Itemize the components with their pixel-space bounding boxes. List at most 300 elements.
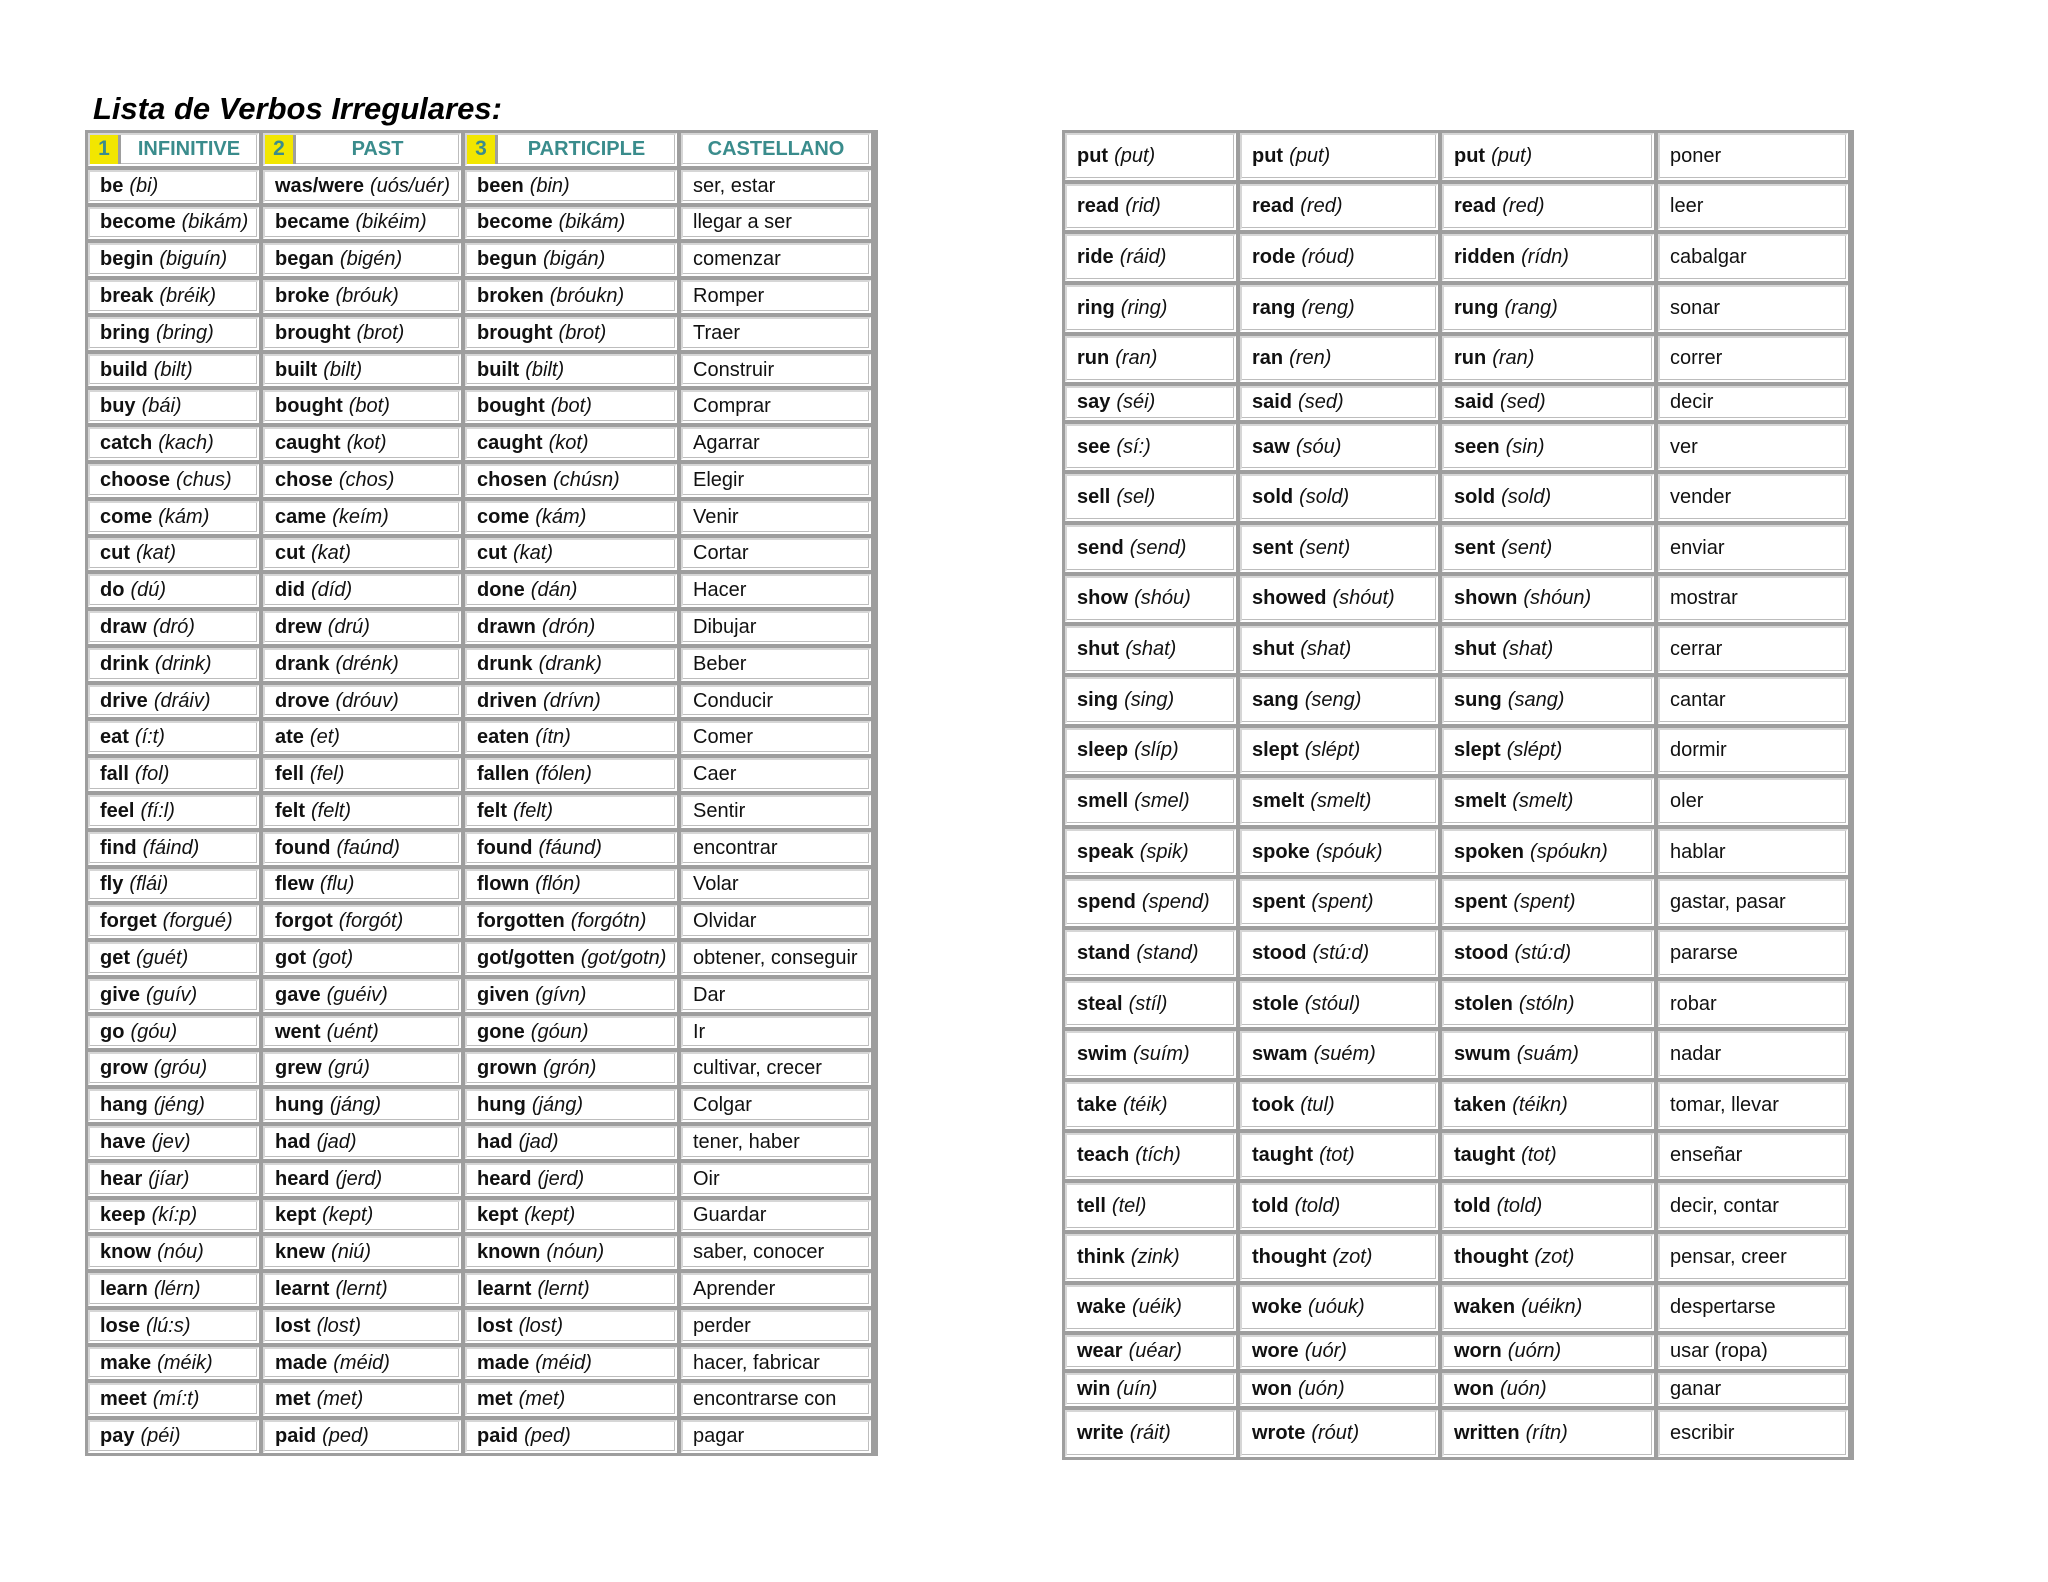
pronunciation: (reng) — [1301, 296, 1355, 319]
header-participle — [465, 133, 677, 166]
pronunciation: (góun) — [530, 1020, 589, 1043]
verb-word: come — [477, 505, 530, 528]
pronunciation: (ran) — [1115, 347, 1158, 370]
pronunciation: (got/gotn) — [580, 946, 667, 969]
verb-participle-cell — [465, 354, 677, 387]
pronunciation: (spóuk) — [1315, 840, 1383, 863]
verb-word: took — [1252, 1093, 1295, 1116]
header-castellano — [681, 133, 871, 166]
spanish-translation-cell: vender — [1658, 474, 1848, 521]
verb-infinitive-cell — [88, 1236, 259, 1269]
verb-word: smelt — [1454, 790, 1507, 813]
verb-word: slept — [1454, 739, 1501, 762]
verb-word: chose — [275, 468, 333, 491]
pronunciation: (faúnd) — [336, 836, 400, 859]
verb-participle-cell — [1442, 386, 1654, 420]
verb-past-cell — [263, 1347, 461, 1380]
spanish-translation-cell: dormir — [1658, 728, 1848, 775]
verb-word: feel — [100, 799, 135, 822]
verb-infinitive-cell — [88, 1383, 259, 1416]
verb-infinitive-cell — [88, 721, 259, 754]
verb-past-cell — [263, 1200, 461, 1233]
verb-infinitive-cell — [1065, 930, 1236, 977]
verb-past-cell — [263, 354, 461, 387]
pronunciation: (sang) — [1507, 688, 1565, 711]
pronunciation: (fólen) — [535, 763, 592, 786]
verb-word: fell — [275, 763, 304, 786]
pronunciation: (suám) — [1516, 1043, 1579, 1066]
verb-participle-cell — [1442, 133, 1654, 180]
spanish-translation-cell: enseñar — [1658, 1133, 1848, 1180]
verb-infinitive-cell — [88, 1347, 259, 1380]
verb-participle-cell — [1442, 1082, 1654, 1129]
verb-word: swim — [1077, 1043, 1128, 1066]
verb-word: fly — [100, 873, 124, 896]
verb-infinitive-cell — [88, 538, 259, 571]
verb-word: meet — [100, 1388, 147, 1411]
pronunciation: (kot) — [548, 432, 589, 455]
spanish-translation-cell: Beber — [681, 648, 871, 681]
verb-word: swum — [1454, 1043, 1511, 1066]
pronunciation: (zink) — [1130, 1245, 1180, 1268]
verb-word: speak — [1077, 840, 1134, 863]
verb-infinitive-cell — [1065, 234, 1236, 281]
spanish-translation-cell: Elegir — [681, 464, 871, 497]
verb-infinitive-cell — [88, 795, 259, 828]
verb-word: ran — [1252, 347, 1284, 370]
verb-word: smell — [1077, 790, 1129, 813]
pronunciation: (told) — [1496, 1195, 1543, 1218]
verb-word: build — [100, 358, 148, 381]
spanish-translation-cell: poner — [1658, 133, 1848, 180]
verb-past-cell — [263, 648, 461, 681]
pronunciation: (uéikn) — [1521, 1296, 1583, 1319]
pronunciation: (flái) — [129, 873, 169, 896]
verb-past-cell — [263, 942, 461, 975]
column-number-1: 1 — [90, 135, 121, 164]
verb-word: tell — [1077, 1195, 1106, 1218]
pronunciation: (suím) — [1133, 1043, 1190, 1066]
pronunciation: (met) — [518, 1388, 566, 1411]
verb-word: chosen — [477, 468, 548, 491]
pronunciation: (dróuv) — [335, 689, 399, 712]
verb-past-cell — [263, 611, 461, 644]
spanish-translation-cell: pararse — [1658, 930, 1848, 977]
right-verb-table-frame — [1062, 130, 1854, 1460]
verb-infinitive-cell — [88, 1273, 259, 1306]
verb-past-cell — [1240, 1082, 1438, 1129]
verb-word: fallen — [477, 763, 530, 786]
verb-word: waken — [1454, 1296, 1516, 1319]
verb-infinitive-cell — [88, 1310, 259, 1343]
verb-word: worn — [1454, 1340, 1502, 1363]
verb-infinitive-cell — [88, 1016, 259, 1049]
verb-past-cell — [263, 721, 461, 754]
spanish-translation-cell: decir — [1658, 386, 1848, 420]
pronunciation: (grú) — [327, 1057, 370, 1080]
pronunciation: (séi) — [1116, 391, 1156, 414]
header-castellano-label: CASTELLANO — [707, 137, 845, 160]
verb-past-cell — [263, 501, 461, 534]
verb-word: rang — [1252, 296, 1296, 319]
verb-word: began — [275, 248, 334, 271]
pronunciation: (sed) — [1500, 391, 1546, 414]
pronunciation: (róud) — [1301, 246, 1355, 269]
verb-participle-cell — [465, 869, 677, 902]
pronunciation: (kí:p) — [151, 1204, 198, 1227]
pronunciation: (róut) — [1311, 1422, 1360, 1445]
verb-infinitive-cell — [1065, 1285, 1236, 1332]
verb-past-cell — [1240, 285, 1438, 332]
verb-infinitive-cell — [88, 832, 259, 865]
verb-word: kept — [477, 1204, 519, 1227]
verb-word: teach — [1077, 1144, 1130, 1167]
pronunciation: (fel) — [309, 763, 345, 786]
pronunciation: (shóun) — [1523, 587, 1592, 610]
verb-participle-cell — [1442, 677, 1654, 724]
verb-word: won — [1252, 1378, 1292, 1401]
verb-past-cell — [1240, 525, 1438, 572]
verb-word: wore — [1252, 1340, 1299, 1363]
pronunciation: (bikám) — [558, 211, 626, 234]
verb-infinitive-cell — [1065, 1335, 1236, 1369]
verb-participle-cell — [1442, 424, 1654, 471]
verb-participle-cell — [465, 170, 677, 203]
pronunciation: (forgót) — [338, 910, 404, 933]
pronunciation: (rítn) — [1525, 1422, 1568, 1445]
verb-infinitive-cell — [1065, 424, 1236, 471]
spanish-translation-cell: ser, estar — [681, 170, 871, 203]
verb-word: taught — [1252, 1144, 1314, 1167]
verb-word: drunk — [477, 652, 533, 675]
verb-word: read — [1454, 195, 1497, 218]
verb-participle-cell — [465, 1273, 677, 1306]
verb-infinitive-cell — [88, 170, 259, 203]
spanish-translation-cell: usar (ropa) — [1658, 1335, 1848, 1369]
verb-word: drank — [275, 652, 330, 675]
column-number-3: 3 — [467, 135, 498, 164]
pronunciation: (keím) — [332, 505, 389, 528]
verb-word: gave — [275, 983, 321, 1006]
verb-word: steal — [1077, 992, 1123, 1015]
verb-word: win — [1077, 1378, 1111, 1401]
verb-word: learnt — [477, 1277, 532, 1300]
verb-word: taken — [1454, 1093, 1507, 1116]
verb-word: forgot — [275, 910, 333, 933]
spanish-translation-cell: escribir — [1658, 1410, 1848, 1457]
verb-participle-cell — [1442, 1183, 1654, 1230]
pronunciation: (uéar) — [1128, 1340, 1182, 1363]
verb-word: lost — [275, 1314, 311, 1337]
pronunciation: (bot) — [348, 395, 390, 418]
verb-word: been — [477, 174, 524, 197]
verb-participle-cell — [465, 1200, 677, 1233]
verb-word: see — [1077, 435, 1111, 458]
pronunciation: (slépt) — [1506, 739, 1563, 762]
spanish-translation-cell: Oir — [681, 1163, 871, 1196]
header-infinitive — [88, 133, 259, 166]
verb-past-cell — [1240, 234, 1438, 281]
pronunciation: (stú:d) — [1312, 941, 1370, 964]
pronunciation: (méik) — [157, 1351, 213, 1374]
verb-past-cell — [263, 464, 461, 497]
verb-past-cell — [1240, 133, 1438, 180]
verb-infinitive-cell — [88, 942, 259, 975]
verb-past-cell — [263, 1126, 461, 1159]
pronunciation: (smel) — [1134, 790, 1190, 813]
verb-infinitive-cell — [1065, 576, 1236, 623]
spanish-translation-cell: Comer — [681, 721, 871, 754]
pronunciation: (rid) — [1125, 195, 1161, 218]
pronunciation: (bilt) — [323, 358, 363, 381]
verb-word: built — [275, 358, 318, 381]
pronunciation: (bréik) — [159, 284, 217, 307]
verb-word: fall — [100, 763, 129, 786]
verb-word: eaten — [477, 726, 530, 749]
verb-infinitive-cell — [1065, 677, 1236, 724]
pronunciation: (chus) — [176, 468, 232, 491]
verb-participle-cell — [465, 1420, 677, 1453]
pronunciation: (drívn) — [543, 689, 601, 712]
verb-word: send — [1077, 536, 1124, 559]
right-verb-table — [1065, 133, 1851, 1457]
verb-past-cell — [263, 538, 461, 571]
verb-infinitive-cell — [1065, 1133, 1236, 1180]
verb-past-cell — [1240, 728, 1438, 775]
verb-word: said — [1454, 391, 1495, 414]
verb-word: learn — [100, 1277, 148, 1300]
pronunciation: (shat) — [1300, 638, 1352, 661]
pronunciation: (tel) — [1111, 1195, 1147, 1218]
verb-word: gone — [477, 1020, 525, 1043]
verb-word: went — [275, 1020, 321, 1043]
verb-infinitive-cell — [88, 979, 259, 1012]
verb-word: put — [1252, 144, 1284, 167]
spanish-translation-cell: comenzar — [681, 243, 871, 276]
left-verb-table — [88, 133, 875, 1453]
verb-word: drink — [100, 652, 149, 675]
spanish-translation-cell: decir, contar — [1658, 1183, 1848, 1230]
pronunciation: (jerd) — [335, 1167, 383, 1190]
pronunciation: (jad) — [316, 1130, 357, 1153]
verb-word: hung — [275, 1094, 324, 1117]
verb-participle-cell — [465, 1126, 677, 1159]
pronunciation: (tích) — [1135, 1144, 1181, 1167]
verb-past-cell — [1240, 1133, 1438, 1180]
spanish-translation-cell: Olvidar — [681, 905, 871, 938]
verb-past-cell — [263, 869, 461, 902]
pronunciation: (uón) — [1298, 1378, 1345, 1401]
spanish-translation-cell: despertarse — [1658, 1285, 1848, 1332]
verb-participle-cell — [1442, 285, 1654, 332]
verb-past-cell — [1240, 879, 1438, 926]
verb-word: sold — [1454, 486, 1496, 509]
pronunciation: (sin) — [1505, 435, 1545, 458]
pronunciation: (jáng) — [531, 1094, 584, 1117]
spanish-translation-cell: Romper — [681, 280, 871, 313]
verb-word: put — [1454, 144, 1486, 167]
pronunciation: (lernt) — [537, 1277, 590, 1300]
pronunciation: (niú) — [331, 1241, 372, 1264]
verb-word: rung — [1454, 296, 1499, 319]
spanish-translation-cell: tener, haber — [681, 1126, 871, 1159]
verb-word: go — [100, 1020, 125, 1043]
pronunciation: (stóul) — [1304, 992, 1361, 1015]
verb-participle-cell — [1442, 474, 1654, 521]
spanish-translation-cell: leer — [1658, 184, 1848, 231]
verb-word: spoke — [1252, 840, 1310, 863]
verb-infinitive-cell — [1065, 1234, 1236, 1281]
pronunciation: (smelt) — [1512, 790, 1574, 813]
spanish-translation-cell: cerrar — [1658, 626, 1848, 673]
pronunciation: (bróukn) — [549, 284, 625, 307]
verb-infinitive-cell — [88, 1089, 259, 1122]
pronunciation: (suém) — [1313, 1043, 1376, 1066]
spanish-translation-cell: Traer — [681, 317, 871, 350]
verb-participle-cell — [465, 243, 677, 276]
pronunciation: (brot) — [558, 321, 607, 344]
pronunciation: (sing) — [1124, 688, 1175, 711]
spanish-translation-cell: Colgar — [681, 1089, 871, 1122]
verb-word: cut — [100, 542, 130, 565]
verb-word: said — [1252, 391, 1293, 414]
pronunciation: (got) — [312, 946, 354, 969]
verb-infinitive-cell — [88, 464, 259, 497]
pronunciation: (uín) — [1116, 1378, 1158, 1401]
verb-infinitive-cell — [88, 574, 259, 607]
verb-word: came — [275, 505, 327, 528]
pronunciation: (sent) — [1299, 536, 1351, 559]
pronunciation: (jev) — [151, 1130, 191, 1153]
pronunciation: (sed) — [1298, 391, 1344, 414]
verb-past-cell — [1240, 1285, 1438, 1332]
verb-word: felt — [275, 799, 305, 822]
verb-word: sang — [1252, 688, 1299, 711]
pronunciation: (dráiv) — [153, 689, 211, 712]
pronunciation: (zot) — [1332, 1245, 1373, 1268]
verb-word: knew — [275, 1241, 326, 1264]
verb-past-cell — [263, 427, 461, 460]
verb-word: found — [275, 836, 331, 859]
verb-word: break — [100, 284, 154, 307]
pronunciation: (uón) — [1500, 1378, 1547, 1401]
pronunciation: (sí:) — [1116, 435, 1151, 458]
verb-word: made — [275, 1351, 328, 1374]
pronunciation: (bilt) — [153, 358, 193, 381]
verb-word: ridden — [1454, 246, 1516, 269]
verb-infinitive-cell — [88, 427, 259, 460]
verb-word: wear — [1077, 1340, 1123, 1363]
verb-word: drawn — [477, 615, 536, 638]
verb-past-cell — [1240, 386, 1438, 420]
verb-participle-cell — [1442, 626, 1654, 673]
spanish-translation-cell: Agarrar — [681, 427, 871, 460]
verb-word: thought — [1454, 1245, 1529, 1268]
verb-word: known — [477, 1241, 541, 1264]
verb-past-cell — [1240, 1373, 1438, 1407]
verb-past-cell — [1240, 474, 1438, 521]
verb-word: sold — [1252, 486, 1294, 509]
verb-participle-cell — [1442, 981, 1654, 1028]
pronunciation: (grón) — [543, 1057, 597, 1080]
verb-infinitive-cell — [88, 648, 259, 681]
verb-participle-cell — [1442, 1234, 1654, 1281]
verb-word: run — [1077, 347, 1110, 370]
verb-word: stole — [1252, 992, 1299, 1015]
pronunciation: (kot) — [346, 432, 387, 455]
verb-word: broken — [477, 284, 544, 307]
spanish-translation-cell: ganar — [1658, 1373, 1848, 1407]
pronunciation: (drénk) — [335, 652, 399, 675]
pronunciation: (spik) — [1139, 840, 1189, 863]
verb-word: wrote — [1252, 1422, 1306, 1445]
verb-word: got — [275, 946, 307, 969]
verb-word: drive — [100, 689, 148, 712]
pronunciation: (red) — [1502, 195, 1545, 218]
verb-word: wake — [1077, 1296, 1126, 1319]
pronunciation: (díd) — [311, 579, 353, 602]
pronunciation: (shat) — [1125, 638, 1177, 661]
spanish-translation-cell: Cortar — [681, 538, 871, 571]
verb-past-cell — [263, 1016, 461, 1049]
pronunciation: (met) — [316, 1388, 364, 1411]
spanish-translation-cell: nadar — [1658, 1031, 1848, 1078]
verb-infinitive-cell — [1065, 184, 1236, 231]
verb-word: heard — [477, 1167, 532, 1190]
pronunciation: (ráid) — [1119, 246, 1167, 269]
verb-participle-cell — [1442, 1133, 1654, 1180]
verb-word: eat — [100, 726, 129, 749]
pronunciation: (kat) — [513, 542, 553, 565]
verb-participle-cell — [465, 611, 677, 644]
verb-participle-cell — [465, 979, 677, 1012]
spanish-translation-cell: obtener, conseguir — [681, 942, 871, 975]
verb-participle-cell — [465, 1052, 677, 1085]
pronunciation: (bin) — [529, 174, 570, 197]
verb-word: paid — [477, 1425, 519, 1448]
verb-participle-cell — [1442, 234, 1654, 281]
verb-word: showed — [1252, 587, 1327, 610]
pronunciation: (nóun) — [546, 1241, 605, 1264]
spanish-translation-cell: saber, conocer — [681, 1236, 871, 1269]
verb-participle-cell — [465, 1163, 677, 1196]
verb-word: begun — [477, 248, 537, 271]
verb-participle-cell — [465, 501, 677, 534]
verb-word: heard — [275, 1167, 330, 1190]
verb-word: come — [100, 505, 153, 528]
verb-word: draw — [100, 615, 147, 638]
pronunciation: (gívn) — [535, 983, 587, 1006]
verb-word: smelt — [1252, 790, 1305, 813]
verb-word: have — [100, 1130, 146, 1153]
verb-participle-cell — [465, 1236, 677, 1269]
verb-infinitive-cell — [88, 280, 259, 313]
pronunciation: (shóut) — [1332, 587, 1395, 610]
verb-word: built — [477, 358, 520, 381]
verb-word: read — [1077, 195, 1120, 218]
pronunciation: (zot) — [1534, 1245, 1575, 1268]
verb-word: become — [100, 211, 176, 234]
spanish-translation-cell: Sentir — [681, 795, 871, 828]
spanish-translation-cell: Comprar — [681, 390, 871, 423]
verb-past-cell — [1240, 829, 1438, 876]
verb-past-cell — [263, 390, 461, 423]
verb-past-cell — [263, 317, 461, 350]
verb-past-cell — [263, 905, 461, 938]
verb-participle-cell — [465, 1016, 677, 1049]
header-infinitive-label: INFINITIVE — [137, 137, 241, 160]
pronunciation: (péi) — [140, 1425, 181, 1448]
